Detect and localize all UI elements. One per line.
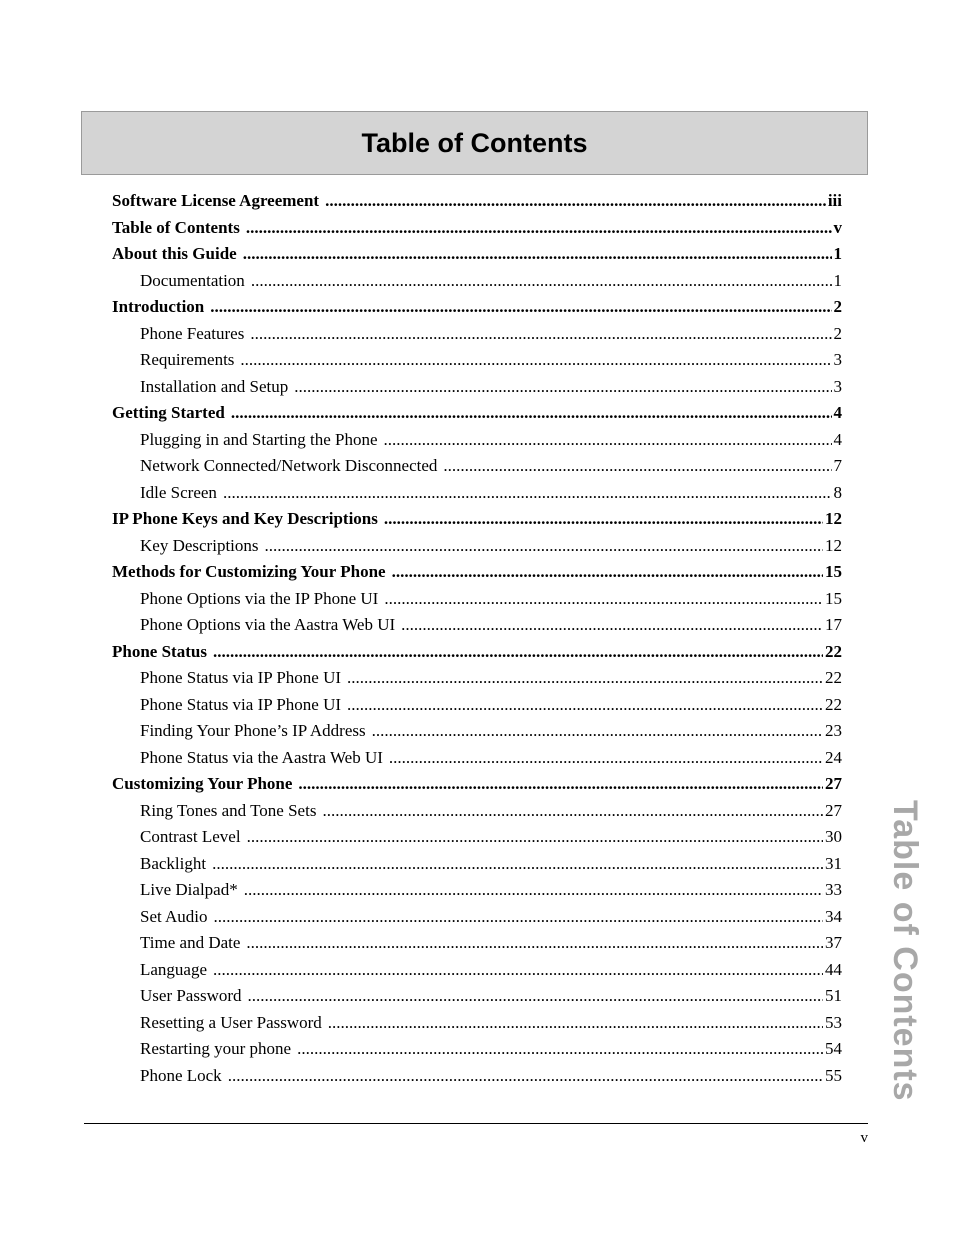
dot-leader xyxy=(210,294,831,321)
toc-entry-label: Table of Contents xyxy=(112,217,240,237)
toc-entry-page: 7 xyxy=(833,456,842,475)
toc-entry-page: 27 xyxy=(825,800,842,820)
toc-entry-label: Phone Status via IP Phone UI xyxy=(140,694,342,714)
toc-entry-label: Restarting your phone xyxy=(140,1039,292,1058)
toc-chapter-entry[interactable] xyxy=(112,559,842,586)
toc-entry-page: 53 xyxy=(825,1012,842,1032)
toc-entry-label: Software License Agreement xyxy=(112,191,320,210)
dot-leader xyxy=(212,851,823,878)
dot-leader xyxy=(389,745,823,772)
toc-list xyxy=(112,188,842,1089)
dot-leader xyxy=(265,533,823,560)
dot-leader xyxy=(240,347,831,374)
side-tab-label: Table of Contents xyxy=(886,800,924,1102)
dot-leader xyxy=(248,983,823,1010)
dot-leader xyxy=(250,321,831,348)
toc-entry-label: Resetting a User Password xyxy=(140,1012,322,1032)
dot-leader xyxy=(384,506,823,533)
toc-entry-label: Requirements xyxy=(140,350,235,369)
toc-section-entry[interactable] xyxy=(112,665,842,692)
toc-entry-label: Phone Status via the Aastra Web UI xyxy=(140,747,383,767)
toc-section-entry[interactable] xyxy=(112,612,842,639)
page-number: v xyxy=(860,1130,868,1146)
dot-leader xyxy=(384,586,823,613)
dot-leader xyxy=(231,400,832,427)
toc-entry-page: 1 xyxy=(833,270,842,290)
toc-chapter-entry[interactable] xyxy=(112,506,842,533)
dot-leader xyxy=(298,771,823,798)
toc-entry-page: 15 xyxy=(825,562,842,581)
toc-entry-label: IP Phone Keys and Key Descriptions xyxy=(112,509,378,528)
toc-section-entry[interactable] xyxy=(112,1010,842,1037)
toc-chapter-entry[interactable] xyxy=(112,639,842,666)
dot-leader xyxy=(213,639,823,666)
toc-section-entry[interactable] xyxy=(112,692,842,719)
toc-section-entry[interactable] xyxy=(112,268,842,295)
toc-entry-label: Idle Screen xyxy=(140,482,217,502)
dot-leader xyxy=(297,1036,823,1063)
toc-entry-page: v xyxy=(833,217,842,237)
dot-leader xyxy=(325,188,826,215)
toc-entry-label: User Password xyxy=(140,986,242,1005)
toc-entry-label: Plugging in and Starting the Phone xyxy=(140,429,378,449)
toc-section-entry[interactable] xyxy=(112,824,842,851)
toc-entry-page: 51 xyxy=(825,986,842,1005)
toc-chapter-entry[interactable] xyxy=(112,215,842,242)
toc-entry-page: 1 xyxy=(833,244,842,263)
toc-entry-label: About this Guide xyxy=(112,244,237,263)
toc-entry-label: Key Descriptions xyxy=(140,535,259,555)
toc-entry-page: 37 xyxy=(825,933,842,952)
toc-entry-page: 30 xyxy=(825,827,842,846)
toc-entry-page: 4 xyxy=(833,429,842,449)
dot-leader xyxy=(223,480,832,507)
toc-section-entry[interactable] xyxy=(112,851,842,878)
toc-entry-page: 34 xyxy=(825,906,842,926)
title-banner xyxy=(81,111,868,175)
toc-chapter-entry[interactable] xyxy=(112,188,842,215)
toc-section-entry[interactable] xyxy=(112,930,842,957)
toc-entry-label: Documentation xyxy=(140,270,245,290)
dot-leader xyxy=(294,374,831,401)
toc-entry-label: Customizing Your Phone xyxy=(112,774,293,793)
toc-entry-page: 4 xyxy=(833,403,842,422)
dot-leader xyxy=(246,215,832,242)
dot-leader xyxy=(243,241,832,268)
toc-entry-page: 27 xyxy=(825,774,842,793)
toc-section-entry[interactable] xyxy=(112,347,842,374)
toc-entry-page: 22 xyxy=(825,694,842,714)
toc-section-entry[interactable] xyxy=(112,718,842,745)
dot-leader xyxy=(214,904,823,931)
toc-section-entry[interactable] xyxy=(112,480,842,507)
toc-entry-page: 55 xyxy=(825,1065,842,1085)
toc-section-entry[interactable] xyxy=(112,957,842,984)
toc-section-entry[interactable] xyxy=(112,427,842,454)
toc-entry-page: 44 xyxy=(825,959,842,979)
toc-chapter-entry[interactable] xyxy=(112,400,842,427)
dot-leader xyxy=(328,1010,823,1037)
toc-section-entry[interactable] xyxy=(112,533,842,560)
toc-section-entry[interactable] xyxy=(112,586,842,613)
toc-entry-page: 54 xyxy=(825,1039,842,1058)
toc-section-entry[interactable] xyxy=(112,453,842,480)
toc-entry-page: 12 xyxy=(825,509,842,528)
toc-entry-label: Network Connected/Network Disconnected xyxy=(140,456,438,475)
toc-entry-page: 8 xyxy=(833,482,842,502)
dot-leader xyxy=(384,427,832,454)
toc-chapter-entry[interactable] xyxy=(112,294,842,321)
toc-entry-page: 2 xyxy=(833,297,842,316)
toc-entry-label: Ring Tones and Tone Sets xyxy=(140,800,317,820)
toc-entry-label: Phone Features xyxy=(140,323,245,343)
toc-chapter-entry[interactable] xyxy=(112,241,842,268)
toc-entry-label: Finding Your Phone’s IP Address xyxy=(140,721,366,740)
toc-entry-page: 24 xyxy=(825,747,842,767)
toc-entry-label: Phone Status via IP Phone UI xyxy=(140,668,342,687)
toc-entry-page: 22 xyxy=(825,641,842,661)
toc-section-entry[interactable] xyxy=(112,904,842,931)
toc-entry-label: Introduction xyxy=(112,297,205,316)
toc-entry-page: 31 xyxy=(825,853,842,873)
toc-entry-label: Phone Lock xyxy=(140,1065,222,1085)
toc-entry-page: iii xyxy=(827,191,842,210)
toc-entry-page: 23 xyxy=(825,721,842,740)
toc-entry-label: Installation and Setup xyxy=(140,376,289,396)
toc-section-entry[interactable] xyxy=(112,798,842,825)
toc-entry-page: 17 xyxy=(825,615,842,634)
toc-entry-page: 22 xyxy=(825,668,842,687)
toc-entry-page: 15 xyxy=(825,588,842,608)
toc-entry-page: 3 xyxy=(833,376,842,396)
toc-chapter-entry[interactable] xyxy=(112,771,842,798)
dot-leader xyxy=(347,665,823,692)
toc-entry-page: 33 xyxy=(825,880,842,899)
toc-section-entry[interactable] xyxy=(112,983,842,1010)
dot-leader xyxy=(392,559,823,586)
toc-section-entry[interactable] xyxy=(112,1036,842,1063)
dot-leader xyxy=(372,718,823,745)
dot-leader xyxy=(247,824,823,851)
dot-leader xyxy=(244,877,823,904)
toc-section-entry[interactable] xyxy=(112,877,842,904)
toc-entry-label: Phone Options via the IP Phone UI xyxy=(140,588,379,608)
toc-entry-label: Contrast Level xyxy=(140,827,241,846)
toc-entry-label: Phone Status xyxy=(112,641,207,661)
toc-section-entry[interactable] xyxy=(112,1063,842,1090)
toc-entry-label: Language xyxy=(140,959,208,979)
toc-entry-label: Getting Started xyxy=(112,403,225,422)
dot-leader xyxy=(322,798,823,825)
toc-entry-label: Methods for Customizing Your Phone xyxy=(112,562,386,581)
dot-leader xyxy=(213,957,823,984)
toc-section-entry[interactable] xyxy=(112,745,842,772)
toc-entry-label: Time and Date xyxy=(140,933,241,952)
toc-section-entry[interactable] xyxy=(112,374,842,401)
page-title: Table of Contents xyxy=(361,127,588,158)
toc-entry-label: Set Audio xyxy=(140,906,208,926)
toc-entry-page: 2 xyxy=(833,323,842,343)
toc-entry-label: Live Dialpad* xyxy=(140,880,238,899)
toc-entry-label: Phone Options via the Aastra Web UI xyxy=(140,615,396,634)
dot-leader xyxy=(251,268,832,295)
dot-leader xyxy=(401,612,823,639)
toc-entry-page: 3 xyxy=(833,350,842,369)
toc-entry-label: Backlight xyxy=(140,853,207,873)
dot-leader xyxy=(443,453,831,480)
toc-section-entry[interactable] xyxy=(112,321,842,348)
dot-leader xyxy=(228,1063,823,1090)
footer-rule xyxy=(84,1123,868,1124)
dot-leader xyxy=(246,930,823,957)
dot-leader xyxy=(347,692,823,719)
toc-entry-page: 12 xyxy=(825,535,842,555)
